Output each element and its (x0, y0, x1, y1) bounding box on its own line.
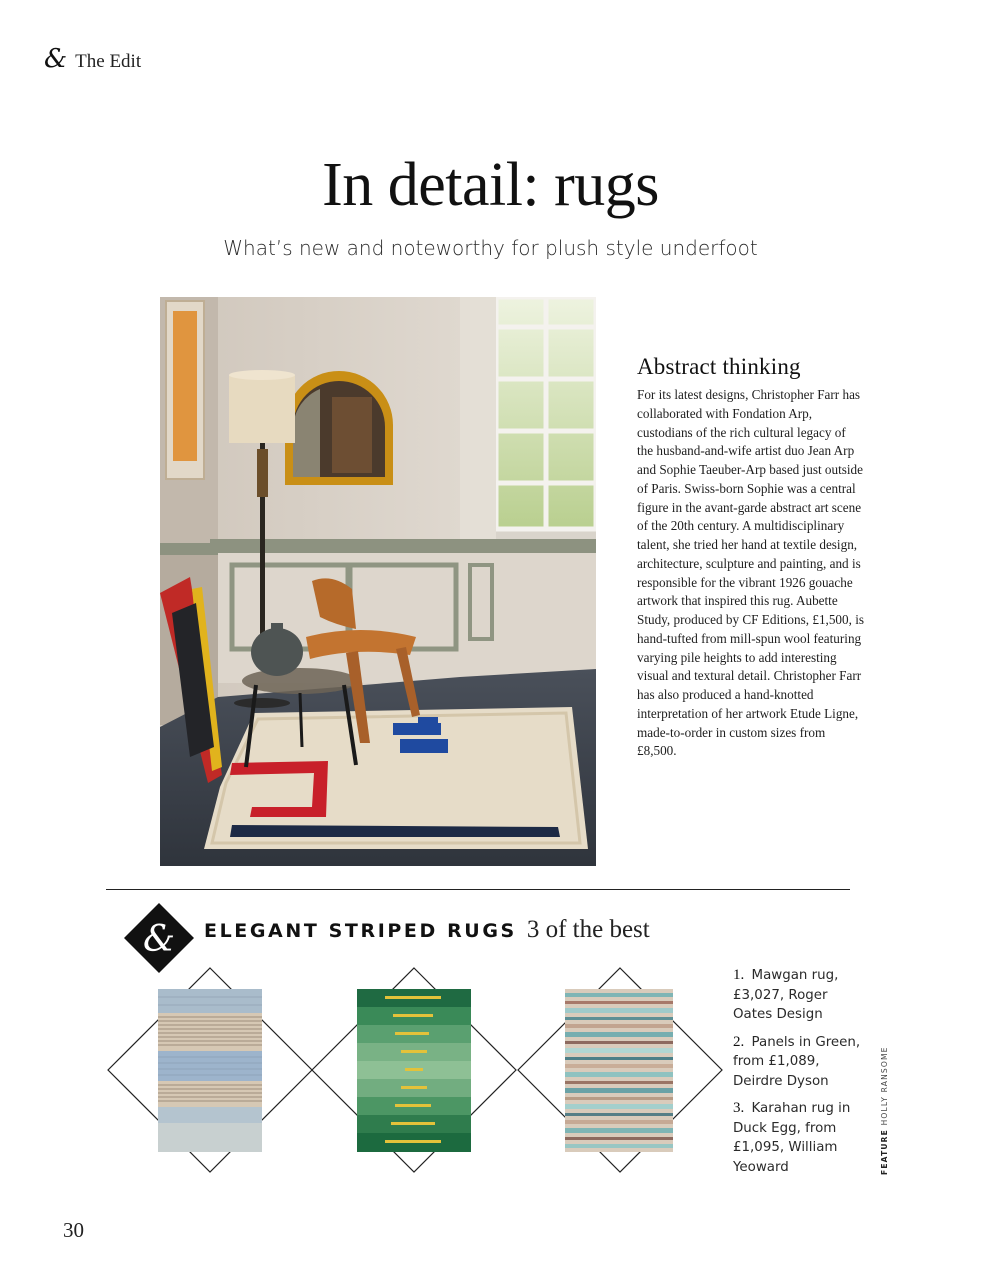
caption-2: 2. Panels in Green, from £1,089, Deirdre Dyson (733, 1033, 861, 1089)
caption-3: 3. Karahan rug in Duck Egg, from £1,095, William Yeoward (733, 1100, 851, 1175)
rug-image-1 (158, 989, 262, 1152)
article (637, 354, 865, 761)
feature-credit: FEATURE HOLLY RANSOME (880, 1046, 889, 1175)
section-header (44, 46, 141, 73)
page-number: 30 (63, 1218, 84, 1242)
best-subtitle: 3 of the best (526, 916, 650, 943)
section-name: The Edit (75, 51, 142, 72)
room-photo (160, 297, 596, 866)
best-title (204, 916, 650, 944)
page-title: In detail: rugs (322, 151, 659, 219)
best-kicker: ELEGANT STRIPED RUGS (204, 920, 517, 942)
article-heading: Abstract thinking (637, 354, 801, 379)
ampersand-logo: & (44, 44, 68, 74)
rug-image-3 (565, 989, 673, 1152)
rug-image-2 (357, 989, 471, 1152)
badge-glyph: & (142, 919, 176, 960)
section-divider (106, 889, 850, 890)
article-body: For its latest designs, Christopher Farr has collaborated with Fondation Arp, custodians of the rich cultural legacy of the husband-and-wife artist duo Jean Arp and Sophie Taeuber-Arp based just outside of Paris. Swiss-born Sophie was a central figure in the avant-garde abstract art scene of the 20th century. A multidisciplinary talent, she tried her hand at textile design, architecture, sculpture and painting, and is responsible for the vibrant 1926 gouache artwork that inspired this rug. Aubette Study, produced by CF Editions, £1,500, is hand-tufted from mill-spun wool featuring varying pile heights to add interesting visual and textural detail. Christopher Farr has also produced a hand-knotted interpretation of her artwork Etude Ligne, made-to-order in custom sizes from £8,500. (637, 387, 865, 759)
standfirst: What’s new and noteworthy for plush style underfoot (223, 236, 758, 260)
rug-captions (733, 966, 863, 1185)
caption-1: 1. Mawgan rug, £3,027, Roger Oates Design (733, 967, 839, 1022)
